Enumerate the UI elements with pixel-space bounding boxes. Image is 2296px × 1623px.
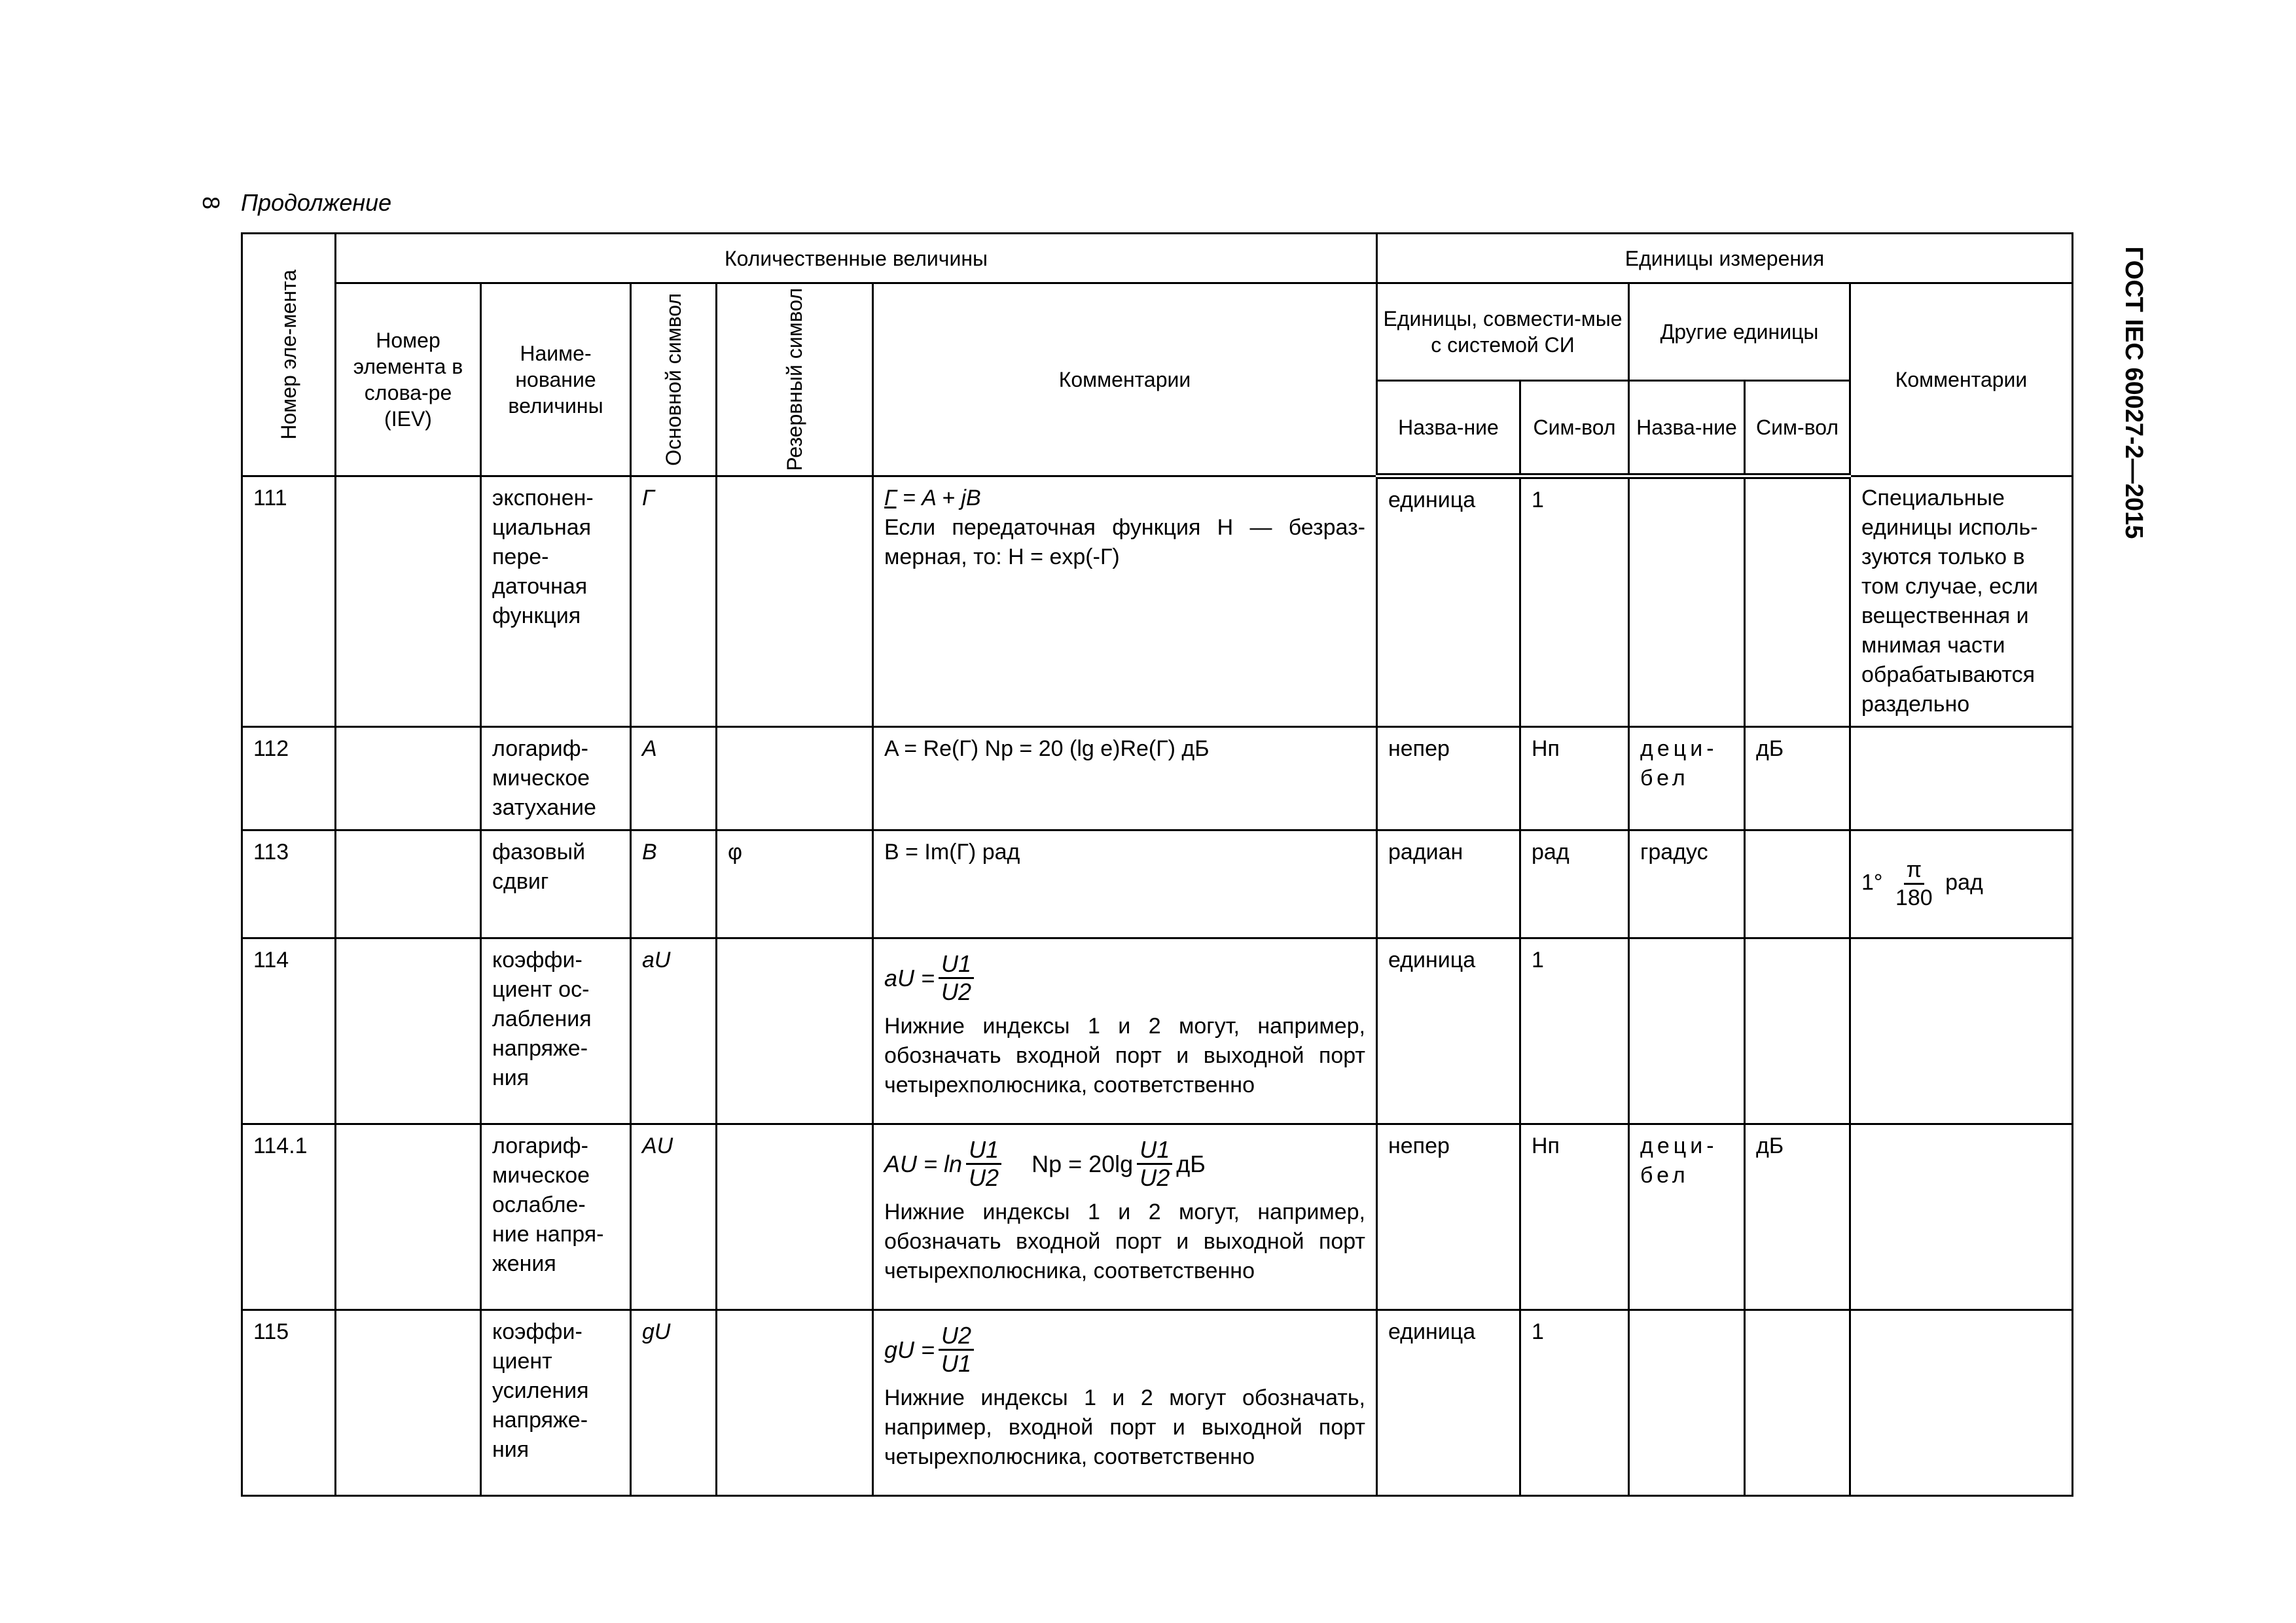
row-si-symbol: 1 <box>1520 938 1629 1124</box>
row-comment: A = Re(Г) Np = 20 (lg e)Re(Г) дБ <box>873 726 1377 830</box>
row-comment: gU = $\frac{U2}{U1}$ Нижние индексы 1 и 2 могут обозначать, например, входной порт и выходной порт четырехполюсника, соответственно <box>873 1310 1377 1495</box>
formula: gU = $\frac{U2}{U1}$ <box>884 1323 1365 1377</box>
units-header: Единицы измерения <box>1377 234 2073 283</box>
quantity-name-header: Наиме-нование величины <box>481 283 631 476</box>
row-number: 111 <box>242 476 336 726</box>
row-other-name <box>1629 938 1745 1124</box>
row-iev <box>336 476 481 726</box>
row-si-symbol: Нп <box>1520 1124 1629 1310</box>
comments-header: Комментарии <box>873 283 1377 476</box>
row-other-symbol <box>1745 476 1850 726</box>
standard-title: ГОСТ IEC 60027-2—2015 <box>2120 246 2147 539</box>
page-number: 8 <box>198 196 224 210</box>
row-reserve <box>717 476 873 726</box>
row-name: коэффи-циент ос-лабления напряже-ния <box>481 938 631 1124</box>
row-name: логариф-мическое ослабле-ние напря-жения <box>481 1124 631 1310</box>
row-other-symbol <box>1745 938 1850 1124</box>
row-iev <box>336 938 481 1124</box>
row-unit-comment <box>1850 1124 2073 1310</box>
row-number: 113 <box>242 830 336 938</box>
row-other-name <box>1629 476 1745 726</box>
row-unit-comment <box>1850 938 2073 1124</box>
row-symbol: B <box>631 830 717 938</box>
si-name-header: Назва-ние <box>1377 380 1520 476</box>
row-reserve <box>717 1124 873 1310</box>
table-row <box>242 938 2073 1124</box>
formula: aU = $\frac{U1}{U2}$ <box>884 951 1365 1005</box>
row-symbol: aU <box>631 938 717 1124</box>
row-other-name: деци-бел <box>1629 1124 1745 1310</box>
si-units-header: Единицы, совмести-мые с системой СИ <box>1377 283 1629 381</box>
row-other-symbol <box>1745 1310 1850 1495</box>
row-number: 114.1 <box>242 1124 336 1310</box>
row-comment: aU = $\frac{U1}{U2}$ Нижние индексы 1 и 2 могут, например, обозначать входной порт и выходной порт четырехполюсника, соответственно <box>873 938 1377 1124</box>
row-name: фазовый сдвиг <box>481 830 631 938</box>
row-other-symbol <box>1745 830 1850 938</box>
row-iev <box>336 830 481 938</box>
table-row <box>242 830 2073 938</box>
row-unit-comment <box>1850 1310 2073 1495</box>
row-symbol: gU <box>631 1310 717 1495</box>
table-row <box>242 1310 2073 1495</box>
si-symbol-header: Сим-вол <box>1520 380 1629 476</box>
table-row <box>242 476 2073 726</box>
row-comment: B = Im(Г) рад <box>873 830 1377 938</box>
row-other-symbol: дБ <box>1745 726 1850 830</box>
reserve-symbol-header: Резервный символ <box>717 283 873 476</box>
row-number: 114 <box>242 938 336 1124</box>
row-si-symbol: рад <box>1520 830 1629 938</box>
row-reserve <box>717 1310 873 1495</box>
row-comment: Г = A + jB Если передаточная функция H — безраз-мерная, то: H = exp(-Г) <box>873 476 1377 726</box>
row-unit-comment <box>1850 726 2073 830</box>
table-row <box>242 1124 2073 1310</box>
other-units-header: Другие единицы <box>1629 283 1850 381</box>
row-unit-comment: 1° $\frac{\pi}{180}$ рад <box>1850 830 2073 938</box>
row-reserve <box>717 726 873 830</box>
row-comment: AU = ln $\frac{U1}{U2}$ Np = 20lg $\frac{U1}{U2}$ дБ Нижние индексы 1 и 2 могут, например, обозначать входной порт и выходной порт четырехполюсника, соответственно <box>873 1124 1377 1310</box>
row-name: логариф-мическое затухание <box>481 726 631 830</box>
continued-label: Продолжение <box>241 189 392 216</box>
row-name: экспонен-циальная пере-даточная функция <box>481 476 631 726</box>
row-si-symbol: 1 <box>1520 476 1629 726</box>
row-reserve: φ <box>717 830 873 938</box>
unit-comments-header: Комментарии <box>1850 283 2073 476</box>
row-iev <box>336 1124 481 1310</box>
row-symbol: Г <box>631 476 717 726</box>
row-number: 112 <box>242 726 336 830</box>
row-si-name: непер <box>1377 726 1520 830</box>
other-name-header: Назва-ние <box>1629 380 1745 476</box>
row-symbol: A <box>631 726 717 830</box>
row-si-symbol: Нп <box>1520 726 1629 830</box>
row-symbol: AU <box>631 1124 717 1310</box>
row-reserve <box>717 938 873 1124</box>
row-other-name: деци-бел <box>1629 726 1745 830</box>
row-si-name: единица <box>1377 938 1520 1124</box>
row-iev <box>336 726 481 830</box>
row-si-symbol: 1 <box>1520 1310 1629 1495</box>
row-si-name: единица <box>1377 476 1520 726</box>
other-symbol-header: Сим-вол <box>1745 380 1850 476</box>
row-number: 115 <box>242 1310 336 1495</box>
quantities-table <box>241 232 2073 1497</box>
quantities-header: Количественные величины <box>336 234 1377 283</box>
element-number-header: Номер эле-мента <box>242 234 336 476</box>
row-iev <box>336 1310 481 1495</box>
row-name: коэффи-циент усиления напряже-ния <box>481 1310 631 1495</box>
iev-number-header: Номер элемента в слова-ре (IEV) <box>336 283 481 476</box>
row-other-symbol: дБ <box>1745 1124 1850 1310</box>
row-other-name: градус <box>1629 830 1745 938</box>
formula: AU = ln $\frac{U1}{U2}$ Np = 20lg $\frac{U1}{U2}$ дБ <box>884 1135 1206 1191</box>
row-other-name <box>1629 1310 1745 1495</box>
main-symbol-header: Основной символ <box>631 283 717 476</box>
row-si-name: радиан <box>1377 830 1520 938</box>
row-unit-comment: Специальные единицы исполь-зуются только в том случае, если вещественная и мнимая части обрабатываются раздельно <box>1850 476 2073 726</box>
row-si-name: непер <box>1377 1124 1520 1310</box>
row-si-name: единица <box>1377 1310 1520 1495</box>
table-row <box>242 726 2073 830</box>
